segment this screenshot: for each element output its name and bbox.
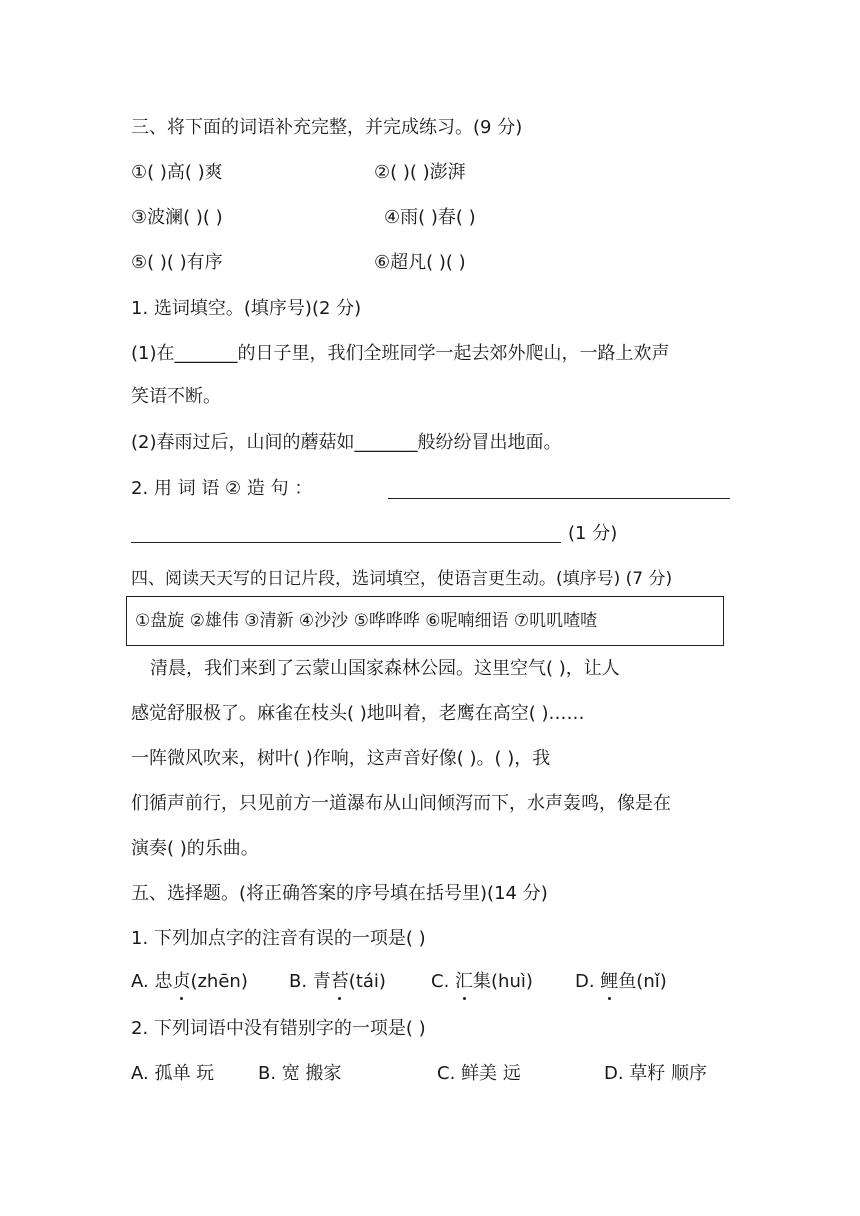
diary-line-3: 一阵微风吹来，树叶( )作响，这声音好像( )。( )，我: [131, 748, 551, 769]
dotted-char: 贞: [172, 971, 191, 992]
s3-question-1: 1. 选词填空。(填序号)(2 分): [131, 298, 362, 319]
section4-heading: 四、阅读天天写的日记片段，选词填空，使语言更生动。(填序号) (7 分): [131, 569, 673, 589]
s5-q1-option-c: [431, 970, 533, 994]
dotted-char: 汇: [455, 971, 474, 992]
answer-line: [131, 542, 561, 543]
s3-q1-sentence2: (2)春雨过后，山间的蘑菇如_______般纷纷冒出地面。: [131, 432, 562, 453]
pinyin: 集(huì): [473, 971, 533, 992]
section3-heading: 三、将下面的词语补充完整，并完成练习。(9 分): [131, 117, 523, 138]
s5-question-2: 2. 下列词语中没有错别字的一项是( ): [131, 1018, 426, 1039]
s5-q2-option-c: C. 鲜美 远: [437, 1063, 521, 1084]
idiom-row1-b: ②( )( )澎湃: [374, 162, 466, 183]
s5-q1-option-b: [289, 970, 386, 994]
word-bank-box: [126, 596, 724, 646]
s5-q1-option-a: [131, 970, 248, 994]
diary-line-1: 清晨，我们来到了云蒙山国家森林公园。这里空气( )，让人: [150, 658, 620, 679]
s5-question-1: 1. 下列加点字的注音有误的一项是( ): [131, 928, 426, 949]
s3-q1-sentence1-cont: 笑语不断。: [131, 386, 221, 407]
s5-q1-option-d: [575, 970, 667, 994]
diary-line-4: 们循声前行，只见前方一道瀑布从山间倾泻而下，水声轰鸣，像是在: [131, 793, 671, 814]
option-label: D.: [575, 971, 601, 992]
idiom-row2-a: ③波澜( )( ): [131, 207, 223, 228]
idiom-row3-b: ⑥超凡( )( ): [374, 252, 466, 273]
word-bank-options: ①盘旋 ②雄伟 ③清新 ④沙沙 ⑤哗哗哗 ⑥呢喃细语 ⑦叽叽喳喳: [135, 611, 598, 631]
s5-q2-option-d: D. 草籽 顺序: [604, 1063, 708, 1084]
option-label: C.: [431, 971, 456, 992]
dotted-char: 鲤: [600, 971, 619, 992]
pinyin: (zhēn): [190, 971, 248, 992]
diary-line-2: 感觉舒服极了。麻雀在枝头( )地叫着，老鹰在高空( )……: [131, 703, 585, 724]
s3-q1-sentence1: (1)在_______的日子里，我们全班同学一起去郊外爬山，一路上欢声: [131, 343, 670, 364]
s3-question-2: 2. 用 词 语 ② 造 句 ：: [131, 478, 313, 499]
s3-q2-score: (1 分): [568, 523, 618, 544]
pinyin: 鱼(nǐ): [618, 971, 667, 992]
idiom-row2-b: ④雨( )春( ): [384, 207, 476, 228]
idiom-row1-a: ①( )高( )爽: [131, 162, 223, 183]
answer-line: [388, 498, 730, 499]
idiom-row3-a: ⑤( )( )有序: [131, 252, 223, 273]
pinyin: (tái): [348, 971, 386, 992]
s5-q2-option-a: A. 孤单 玩: [131, 1063, 215, 1084]
option-label: B. 青: [289, 971, 331, 992]
s5-q2-option-b: B. 宽 搬家: [258, 1063, 342, 1084]
diary-line-5: 演奏( )的乐曲。: [131, 838, 259, 859]
option-label: A. 忠: [131, 971, 173, 992]
dotted-char: 苔: [330, 971, 349, 992]
section5-heading: 五、选择题。(将正确答案的序号填在括号里)(14 分): [131, 883, 548, 904]
